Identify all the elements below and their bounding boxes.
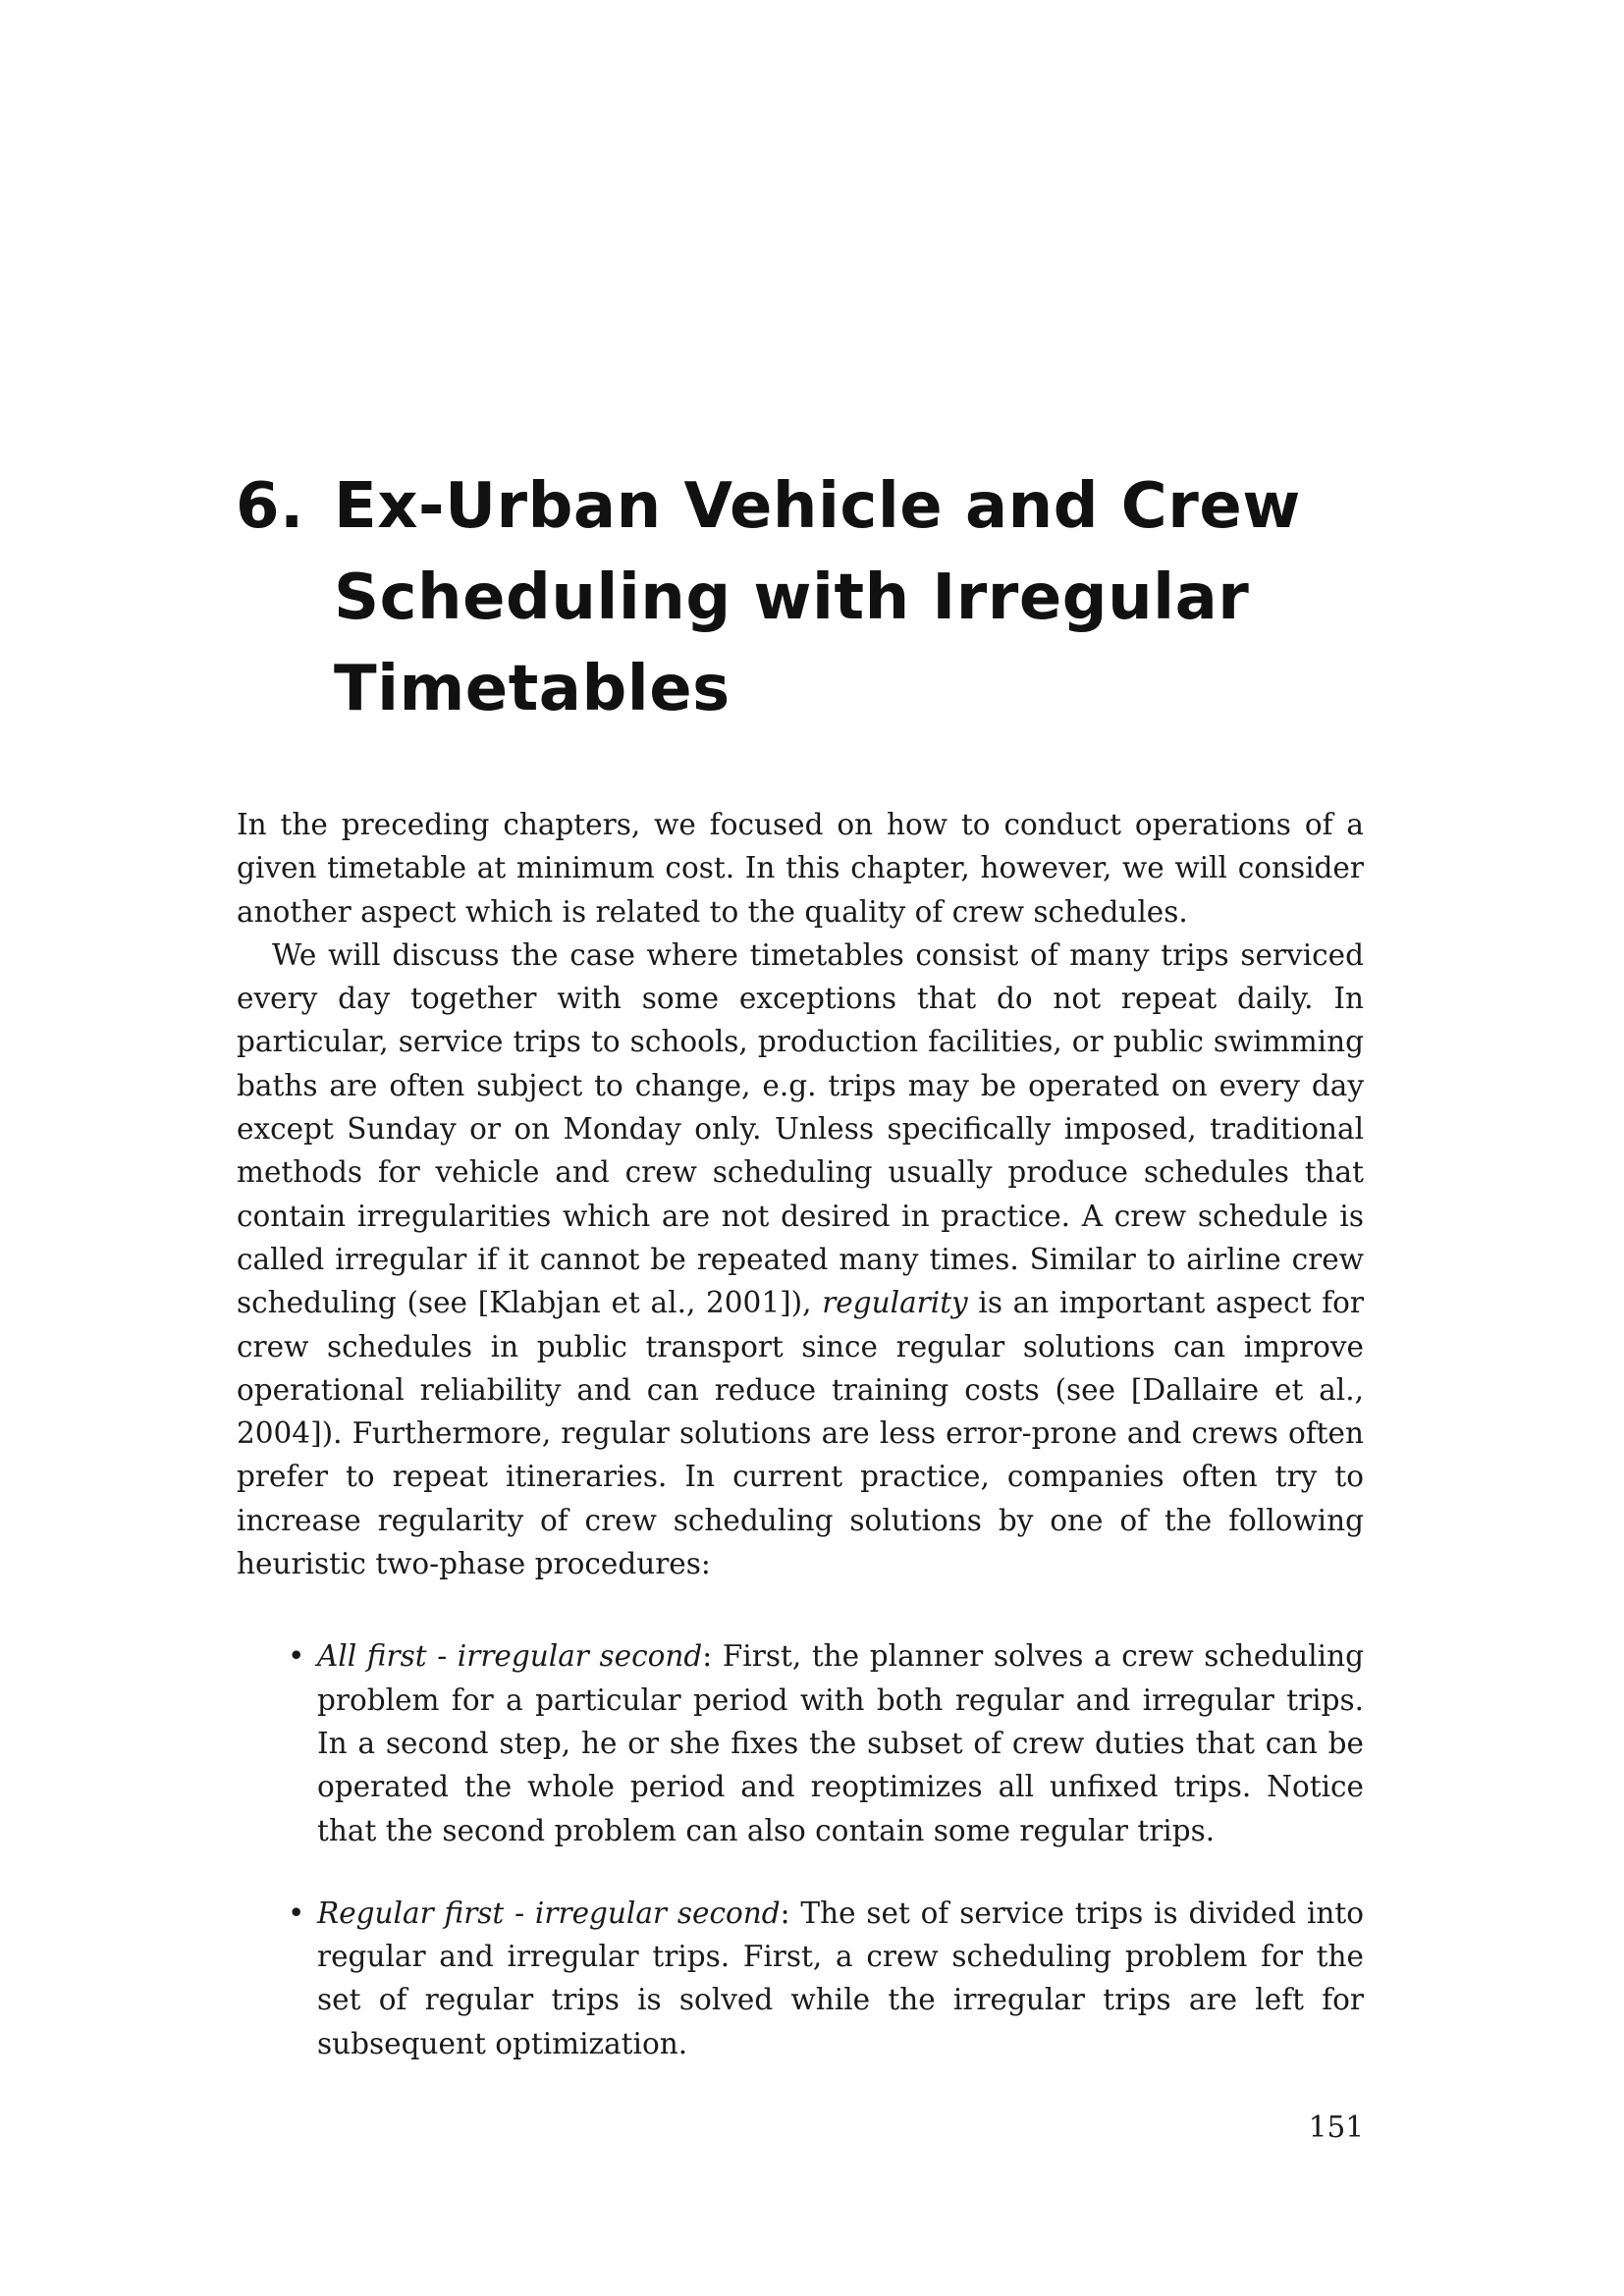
list-item xyxy=(237,1634,1364,1851)
chapter-title-line: Timetables xyxy=(334,653,731,725)
chapter-number: 6. xyxy=(236,470,304,543)
list-item-label: Regular first - irregular second xyxy=(317,1896,781,1930)
page-number: 151 xyxy=(1308,2110,1364,2144)
intro-paragraph: In the preceding chapters, we focused on how to conduct operations of a given timetable at minimum cost. In this chapter, however, we will consider another aspect which is related to the quality of crew schedules. xyxy=(237,808,1364,929)
list-item-label: All first - irregular second xyxy=(317,1639,703,1674)
bullet-icon: • xyxy=(288,1896,305,1930)
body-text xyxy=(237,803,1364,2105)
list-item-text: : First, the planner solves a crew scheduling problem for a particular period with both regular and irregular trips. In a second step, he or she fixes the subset of crew duties that can be operated the whole period and reoptimizes all unfixed trips. Notice that the second problem can also contain some regular trips. xyxy=(317,1639,1364,1847)
main-paragraph-text-continued: is an important aspect for crew schedules in public transport since regular solutions can improve operational reliability and can reduce training costs (see [Dallaire et al., 2004]). Furthermore, regular solutions are less error-prone and crews often prefer to repeat itineraries. In current practice, companies often try to increase regularity of crew scheduling solutions by one of the following heuristic two-phase procedures: xyxy=(237,1286,1364,1581)
list-item-text: : The set of service trips is divided into regular and irregular trips. First, a crew scheduling problem for the set of regular trips is solved while the irregular trips are left for subsequent optimization. xyxy=(317,1896,1365,2060)
list-item xyxy=(237,1892,1364,2065)
chapter-title xyxy=(334,461,1375,735)
chapter-title-line: Ex-Urban Vehicle and Crew xyxy=(334,470,1301,543)
main-paragraph-text: We will discuss the case where timetables consist of many trips serviced every day together with some exceptions that do not repeat daily. In particular, service trips to schools, production facilities, or public swimming baths are often subject to change, e.g. trips may be operated on every day except Sunday or on Monday only. Unless specifically imposed, traditional methods for vehicle and crew scheduling usually produce schedules that contain irregularities which are not desired in practice. A crew schedule is called irregular if it cannot be repeated many times. Similar to airline crew scheduling (see [Klabjan et al., 2001]), xyxy=(237,937,1364,1320)
procedure-list xyxy=(237,1634,1364,2065)
chapter-title-line: Scheduling with Irregular xyxy=(334,561,1250,634)
bullet-icon: • xyxy=(288,1639,305,1674)
regularity-term: regularity xyxy=(822,1286,968,1320)
main-paragraph xyxy=(237,934,1364,1585)
